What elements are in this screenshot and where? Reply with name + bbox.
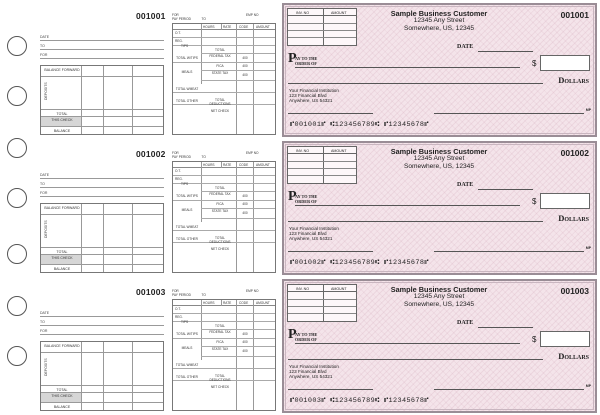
- grid-row: [288, 175, 356, 176]
- payroll-for-label: FOR: [172, 151, 179, 155]
- payroll-for-label: FOR: [172, 13, 179, 17]
- amount-header: AMOUNT: [256, 163, 270, 167]
- dollar-sign: $: [532, 197, 537, 206]
- check: [282, 279, 597, 413]
- stub-date-line[interactable]: [40, 171, 164, 179]
- business-name: Sample Business Customer: [390, 147, 488, 156]
- grid-row: [173, 30, 275, 38]
- check-number: 001002: [560, 148, 589, 158]
- ded-code-3: 400: [242, 211, 248, 215]
- pay-ay: AY: [295, 332, 301, 337]
- to-the: TO THE: [301, 332, 318, 337]
- grid-divider: [323, 285, 324, 321]
- payroll-to-label: TO: [201, 155, 206, 159]
- total-other-label: TOTAL OTHER: [176, 375, 198, 379]
- invoice-table-header: [288, 285, 356, 292]
- grid-row: [173, 306, 275, 314]
- ded-label-2: FICA: [216, 340, 224, 344]
- register-stub: [38, 3, 166, 137]
- code-header: CODE: [239, 163, 249, 167]
- memo-field[interactable]: [288, 113, 373, 114]
- rate-header: RATE: [223, 163, 232, 167]
- bank-name: Your Financial Institution: [289, 88, 339, 93]
- stub-date-line[interactable]: [40, 309, 164, 317]
- grid-row: [173, 176, 275, 184]
- grid-row: [288, 313, 356, 314]
- business-city: Somewhere, US, 12345: [403, 25, 474, 32]
- amount-header: AMOUNT: [256, 25, 270, 29]
- pay-to-label: [295, 56, 317, 66]
- pay-letter: P: [288, 189, 297, 204]
- tips-label: TIPS: [181, 182, 189, 186]
- date-label: DATE: [457, 320, 474, 326]
- payee-field[interactable]: [295, 343, 520, 344]
- ded-label-2: FICA: [216, 202, 224, 206]
- bank-name: Your Financial Institution: [289, 226, 339, 231]
- emp-no-label: EMP NO: [246, 289, 259, 293]
- date-label: DATE: [457, 44, 474, 50]
- ded-label-0: TOTAL: [215, 48, 225, 52]
- bank-street: 123 Financial Blvd: [289, 231, 327, 236]
- date-field[interactable]: [478, 51, 533, 52]
- register-grid: [40, 341, 164, 411]
- payroll-to-label: TO: [201, 293, 206, 297]
- balance-forward-label: BALANCE FORWARD: [44, 344, 80, 348]
- stub-date-label: DATE: [40, 35, 50, 39]
- deposits-label: DEPOSITS: [44, 220, 48, 238]
- payroll-stub: [170, 141, 278, 275]
- stub-to-label: TO: [40, 44, 45, 48]
- ded-label-3: STATE TAX: [211, 71, 229, 75]
- invoice-table: [287, 284, 357, 322]
- ded-label-1: FEDERAL TAX: [209, 192, 231, 196]
- stub-to-line[interactable]: [40, 42, 164, 50]
- stub-for-label: FOR: [40, 191, 48, 195]
- bank-city: Anywhere, US 54321: [289, 374, 333, 379]
- amount-field[interactable]: [540, 55, 590, 71]
- payroll-grid: [172, 299, 276, 411]
- stub-to-line[interactable]: [40, 180, 164, 188]
- ded-label-3: STATE TAX: [211, 347, 229, 351]
- signature-field[interactable]: [434, 113, 584, 114]
- total-label: TOTAL: [56, 111, 68, 116]
- invoice-table: [287, 8, 357, 46]
- amount-header: AMOUNT: [331, 286, 347, 291]
- check: [282, 3, 597, 137]
- check-row: [0, 3, 600, 137]
- pay-letter: P: [288, 327, 297, 342]
- ded-label-1: FEDERAL TAX: [209, 54, 231, 58]
- bank-city: Anywhere, US 54321: [289, 236, 333, 241]
- pay-ay: AY: [295, 194, 301, 199]
- hours-header: HOURS: [203, 163, 215, 167]
- grid-row: [41, 353, 163, 386]
- micr-line: ⑈001001⑈ ⑆123456789⑆ ⑈12345678⑈: [290, 121, 429, 129]
- meals-label: MEALS: [181, 70, 193, 74]
- order-of: ORDER OF: [295, 199, 317, 204]
- amount-field[interactable]: [540, 331, 590, 347]
- ded-code-2: 400: [242, 202, 248, 206]
- bank-info: [289, 364, 339, 379]
- payee-field[interactable]: [295, 67, 520, 68]
- business-city: Somewhere, US, 12345: [403, 163, 474, 170]
- amount-words-field[interactable]: [288, 221, 543, 222]
- pay-to-label: [295, 194, 317, 204]
- payroll-to-label: TO: [201, 17, 206, 21]
- stub-to-label: TO: [40, 320, 45, 324]
- this-check-label: THIS CHECK: [51, 118, 73, 122]
- ded-label-1: FEDERAL TAX: [209, 330, 231, 334]
- rate-header: RATE: [223, 301, 232, 305]
- micr-line: ⑈001003⑈ ⑆123456789⑆ ⑈12345678⑈: [290, 397, 429, 405]
- reg-label: REG.: [175, 177, 183, 181]
- grid-row: [173, 314, 275, 322]
- grid-row: [288, 306, 356, 307]
- stub-for-line[interactable]: [40, 327, 164, 335]
- stub-check-number: 001001: [136, 11, 166, 21]
- ded-code-3: 400: [242, 349, 248, 353]
- order-of: ORDER OF: [295, 337, 317, 342]
- payroll-for-label: FOR: [172, 289, 179, 293]
- inv-no-header: INV. NO: [296, 148, 310, 153]
- total-label: TOTAL: [56, 249, 68, 254]
- rate-header: RATE: [223, 25, 232, 29]
- invoice-table: [287, 146, 357, 184]
- ded-code-1: 400: [242, 332, 248, 336]
- stub-for-label: FOR: [40, 329, 48, 333]
- grid-divider: [323, 147, 324, 183]
- amount-words-field[interactable]: [288, 83, 543, 84]
- total-wmeals-label: TOTAL WMEAT: [175, 225, 199, 229]
- emp-no-label: EMP NO: [246, 151, 259, 155]
- register-grid: [40, 65, 164, 135]
- order-of: ORDER OF: [295, 61, 317, 66]
- pay-period-label: PAY PERIOD: [172, 155, 191, 159]
- signature-field[interactable]: [434, 389, 584, 390]
- balance-label: BALANCE: [53, 266, 71, 271]
- dollars-label: Dollars: [558, 213, 589, 223]
- ded-code-3: 400: [242, 73, 248, 77]
- check: [282, 141, 597, 275]
- bank-info: [289, 88, 339, 103]
- mp-security-icon: MP: [585, 384, 591, 388]
- net-check-label: NET CHECK: [210, 385, 230, 389]
- deposits-label: DEPOSITS: [44, 82, 48, 100]
- total-deductions-label: TOTAL DEDUCTIONS: [209, 98, 231, 106]
- ot-label: O.T.: [175, 307, 181, 311]
- bank-city: Anywhere, US 54321: [289, 98, 333, 103]
- ded-code-2: 400: [242, 340, 248, 344]
- meals-label: MEALS: [181, 346, 193, 350]
- pay-period-label: PAY PERIOD: [172, 17, 191, 21]
- amount-header: AMOUNT: [331, 148, 347, 153]
- reg-label: REG.: [175, 39, 183, 43]
- grid-row: [288, 30, 356, 31]
- total-wtips-label: TOTAL W/TIPS: [176, 194, 198, 198]
- pay-ay: AY: [295, 56, 301, 61]
- total-other-label: TOTAL OTHER: [176, 99, 198, 103]
- invoice-table-header: [288, 9, 356, 16]
- payroll-header: [172, 289, 276, 297]
- balance-forward-label: BALANCE FORWARD: [44, 68, 80, 72]
- payroll-grid: [172, 161, 276, 273]
- bank-name: Your Financial Institution: [289, 364, 339, 369]
- business-street: 12345 Any Street: [413, 293, 465, 300]
- dollar-sign: $: [532, 59, 537, 68]
- hours-header: HOURS: [203, 301, 215, 305]
- dollars-label: Dollars: [558, 75, 589, 85]
- ded-code-2: 400: [242, 64, 248, 68]
- tips-label: TIPS: [181, 44, 189, 48]
- to-the: TO THE: [301, 194, 318, 199]
- business-street: 12345 Any Street: [413, 155, 465, 162]
- total-deductions-label: TOTAL DEDUCTIONS: [209, 236, 231, 244]
- signature-field[interactable]: [434, 251, 584, 252]
- register-grid: [40, 203, 164, 273]
- ded-label-0: TOTAL: [215, 324, 225, 328]
- grid-row: [173, 38, 275, 46]
- ded-code-1: 400: [242, 56, 248, 60]
- mp-security-icon: MP: [585, 246, 591, 250]
- to-the: TO THE: [301, 56, 318, 61]
- amount-header: AMOUNT: [331, 10, 347, 15]
- stub-date-label: DATE: [40, 311, 50, 315]
- stub-date-label: DATE: [40, 173, 50, 177]
- meals-label: MEALS: [181, 208, 193, 212]
- inv-no-header: INV. NO: [296, 10, 310, 15]
- bank-info: [289, 226, 339, 241]
- payroll-stub: [170, 279, 278, 413]
- amount-words-field[interactable]: [288, 359, 543, 360]
- business-name: Sample Business Customer: [390, 285, 488, 294]
- grid-row: [288, 168, 356, 169]
- net-check-label: NET CHECK: [210, 109, 230, 113]
- memo-field[interactable]: [288, 251, 373, 252]
- bank-street: 123 Financial Blvd: [289, 369, 327, 374]
- dollars-label: Dollars: [558, 351, 589, 361]
- code-header: CODE: [239, 25, 249, 29]
- grid-row: [41, 215, 163, 248]
- net-check-label: NET CHECK: [210, 247, 230, 251]
- payroll-header: [172, 13, 276, 21]
- register-stub: [38, 279, 166, 413]
- stub-to-line[interactable]: [40, 318, 164, 326]
- date-field[interactable]: [478, 189, 533, 190]
- payroll-stub: [170, 3, 278, 137]
- balance-label: BALANCE: [53, 404, 71, 409]
- check-number: 001001: [560, 10, 589, 20]
- total-label: TOTAL: [56, 387, 68, 392]
- grid-row: [41, 77, 163, 110]
- mp-security-icon: MP: [585, 108, 591, 112]
- date-label: DATE: [457, 182, 474, 188]
- stub-for-line[interactable]: [40, 51, 164, 59]
- hours-header: HOURS: [203, 25, 215, 29]
- micr-line: ⑈001002⑈ ⑆123456789⑆ ⑈12345678⑈: [290, 259, 429, 267]
- stub-check-number: 001003: [136, 287, 166, 297]
- balance-label: BALANCE: [53, 128, 71, 133]
- this-check-label: THIS CHECK: [51, 394, 73, 398]
- total-wtips-label: TOTAL W/TIPS: [176, 56, 198, 60]
- ot-label: O.T.: [175, 31, 181, 35]
- total-wmeals-label: TOTAL WMEAT: [175, 87, 199, 91]
- total-wtips-label: TOTAL W/TIPS: [176, 332, 198, 336]
- grid-row: [288, 161, 356, 162]
- date-field[interactable]: [478, 327, 533, 328]
- business-name: Sample Business Customer: [390, 9, 488, 18]
- check-row: [0, 141, 600, 275]
- total-wmeals-label: TOTAL WMEAT: [175, 363, 199, 367]
- grid-divider: [323, 9, 324, 45]
- emp-no-label: EMP NO: [246, 13, 259, 17]
- stub-for-label: FOR: [40, 53, 48, 57]
- total-deductions-label: TOTAL DEDUCTIONS: [209, 374, 231, 382]
- business-street: 12345 Any Street: [413, 17, 465, 24]
- inv-no-header: INV. NO: [296, 286, 310, 291]
- dollar-sign: $: [532, 335, 537, 344]
- tips-label: TIPS: [181, 320, 189, 324]
- ded-code-1: 400: [242, 194, 248, 198]
- deposits-label: DEPOSITS: [44, 358, 48, 376]
- reg-label: REG.: [175, 315, 183, 319]
- register-stub: [38, 141, 166, 275]
- ded-label-3: STATE TAX: [211, 209, 229, 213]
- grid-row: [288, 23, 356, 24]
- total-other-label: TOTAL OTHER: [176, 237, 198, 241]
- check-row: [0, 279, 600, 413]
- check-number: 001003: [560, 286, 589, 296]
- this-check-label: THIS CHECK: [51, 256, 73, 260]
- payroll-grid: [172, 23, 276, 135]
- pay-period-label: PAY PERIOD: [172, 293, 191, 297]
- memo-field[interactable]: [288, 389, 373, 390]
- stub-for-line[interactable]: [40, 189, 164, 197]
- code-header: CODE: [239, 301, 249, 305]
- pay-to-label: [295, 332, 317, 342]
- stub-to-label: TO: [40, 182, 45, 186]
- grid-row: [288, 37, 356, 38]
- stub-check-number: 001002: [136, 149, 166, 159]
- amount-field[interactable]: [540, 193, 590, 209]
- business-city: Somewhere, US, 12345: [403, 301, 474, 308]
- invoice-table-header: [288, 147, 356, 154]
- pay-letter: P: [288, 51, 297, 66]
- grid-row: [173, 168, 275, 176]
- grid-row: [288, 299, 356, 300]
- ded-label-2: FICA: [216, 64, 224, 68]
- ot-label: O.T.: [175, 169, 181, 173]
- amount-header: AMOUNT: [256, 301, 270, 305]
- bank-street: 123 Financial Blvd: [289, 93, 327, 98]
- ded-label-0: TOTAL: [215, 186, 225, 190]
- payee-field[interactable]: [295, 205, 520, 206]
- balance-forward-label: BALANCE FORWARD: [44, 206, 80, 210]
- payroll-header: [172, 151, 276, 159]
- stub-date-line[interactable]: [40, 33, 164, 41]
